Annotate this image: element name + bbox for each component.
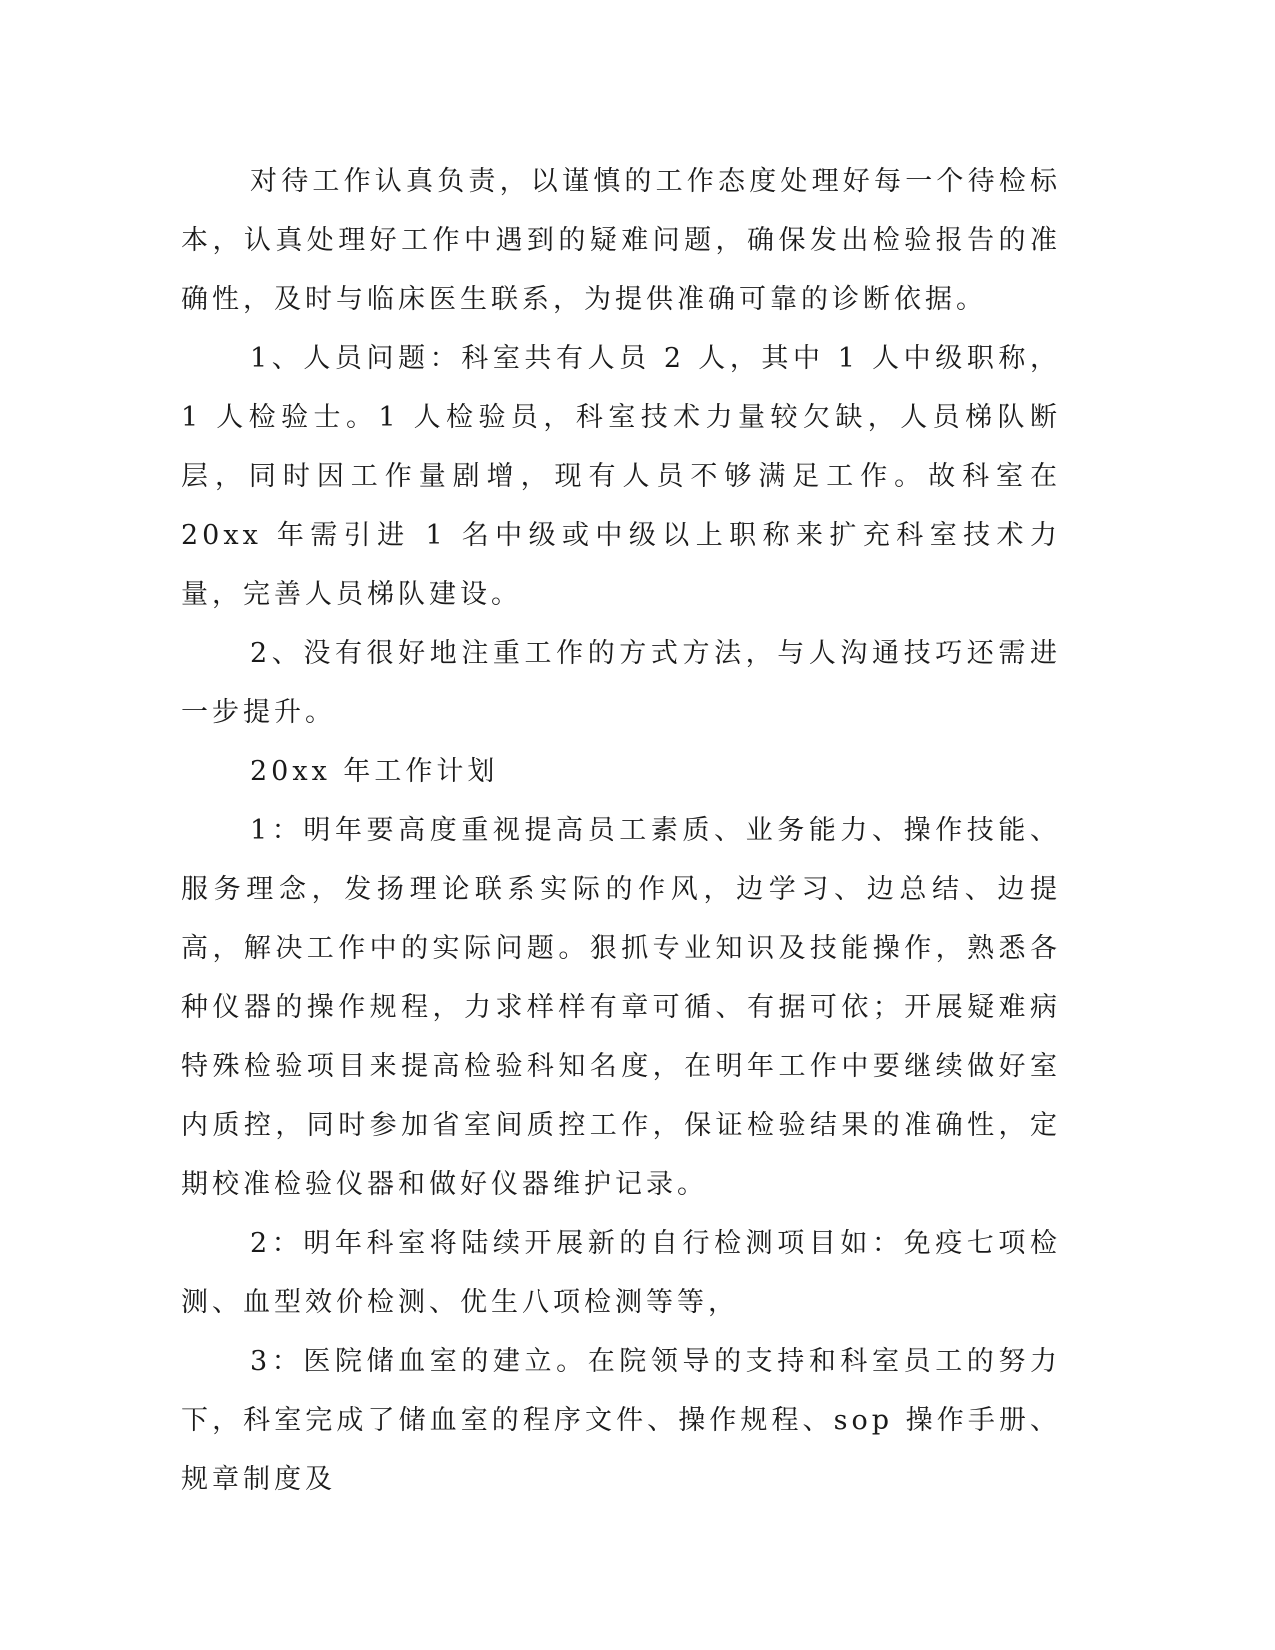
paragraph-work-attitude: 对待工作认真负责，以谨慎的工作态度处理好每一个待检标本，认真处理好工作中遇到的疑难问题，确保发出检验报告的准确性，及时与临床医生联系，为提供准确可靠的诊断依据。 [181, 166, 1061, 315]
paragraph-plan-item-1: 1：明年要高度重视提高员工素质、业务能力、操作技能、服务理念，发扬理论联系实际的作风，边学习、边总结、边提高，解决工作中的实际问题。狠抓专业知识及技能操作，熟悉各种仪器的操作规程，力求样样有章可循、有据可依；开展疑难病特殊检验项目来提高检验科知名度，在明年工作中要继续做好室内质控，同时参加省室间质控工作，保证检验结果的准确性，定期校准检验仪器和做好仪器维护记录。 [181, 815, 1061, 1200]
paragraph-plan-item-2: 2：明年科室将陆续开展新的自行检测项目如：免疫七项检测、血型效价检测、优生八项检测等等， [181, 1228, 1061, 1318]
paragraph-staffing-issue: 1、人员问题：科室共有人员 2 人，其中 1 人中级职称，1 人检验士。1 人检验员，科室技术力量较欠缺，人员梯队断层，同时因工作量剧增，现有人员不够满足工作。故科室在 20xx 年需引进 1 名中级或中级以上职称来扩充科室技术力量，完善人员梯队建设。 [181, 343, 1061, 610]
paragraph-plan-item-3: 3：医院储血室的建立。在院领导的支持和科室员工的努力下，科室完成了储血室的程序文件、操作规程、sop 操作手册、规章制度及 [181, 1346, 1061, 1495]
section-heading-work-plan: 20xx 年工作计划 [250, 756, 499, 787]
document-body [181, 152, 1061, 1509]
paragraph-communication-issue: 2、没有很好地注重工作的方式方法，与人沟通技巧还需进一步提升。 [181, 638, 1061, 728]
